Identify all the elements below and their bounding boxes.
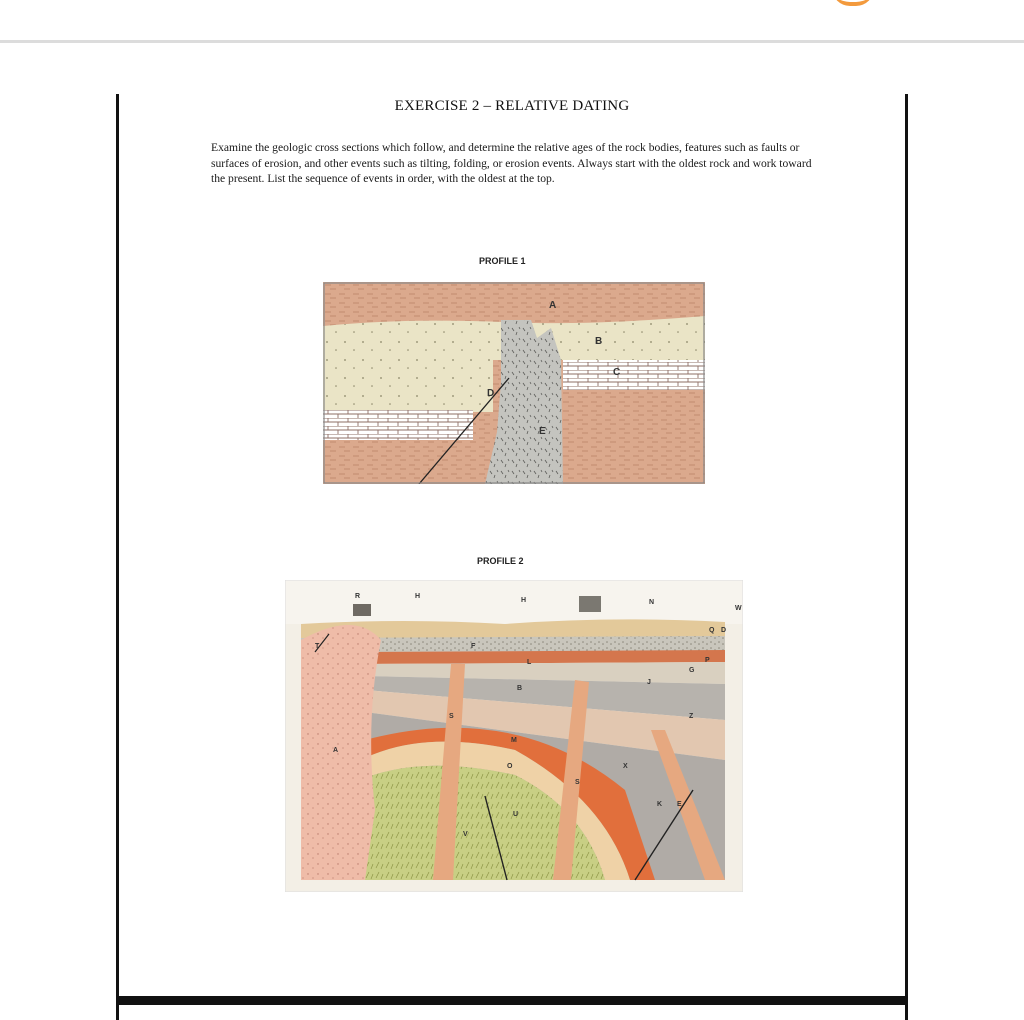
- profile-1-label: PROFILE 1: [479, 256, 526, 266]
- unit-v-label: V: [463, 831, 468, 838]
- unit-u-label: U: [513, 811, 519, 818]
- unit-n-label: N: [649, 599, 655, 606]
- unit-q-label: Q: [709, 627, 715, 634]
- unit-b-label: B: [595, 336, 603, 347]
- unit-k-label: K: [657, 801, 663, 808]
- unit-s2-label: S: [575, 779, 580, 786]
- unit-a-label: A: [549, 300, 557, 311]
- app-top-bar: [0, 0, 1024, 43]
- unit-d-label: D: [487, 388, 495, 399]
- unit-f-label: F: [471, 643, 476, 650]
- unit-t-label: T: [315, 643, 320, 650]
- unit-z-label: Z: [689, 713, 694, 720]
- instructions-paragraph: Examine the geologic cross sections which follow, and determine the relative ages of the rock bodies, features such as faults or surfaces of erosion, and other events such as tilting, folding, or erosion events. Always start with the oldest rock and work toward the present. List the sequence of events in order, with the oldest at the top.: [211, 141, 812, 185]
- unit-p-label: P: [705, 657, 710, 664]
- page-title: EXERCISE 2 – RELATIVE DATING: [394, 98, 630, 114]
- unit-a-label: A: [333, 747, 339, 754]
- unit-e-label: E: [677, 801, 682, 808]
- unit-b-label: B: [517, 685, 523, 692]
- unit-s-label: S: [449, 713, 454, 720]
- unit-h-label: H: [415, 593, 421, 600]
- unit-e-label: E: [539, 426, 546, 437]
- unit-c-label: C: [613, 367, 621, 378]
- profile-2-cross-section: [285, 580, 743, 892]
- profile-2-label: PROFILE 2: [477, 556, 524, 566]
- unit-g-label: G: [689, 667, 695, 674]
- page-bottom-border: [116, 996, 908, 1005]
- unit-m-label: M: [511, 737, 517, 744]
- unit-w-label: W: [735, 605, 742, 612]
- profile-1-cross-section: [323, 282, 705, 484]
- unit-o-label: O: [507, 763, 513, 770]
- unit-d2-label: D: [721, 627, 727, 634]
- document-page[interactable]: [116, 94, 908, 1020]
- unit-r-label: R: [355, 593, 361, 600]
- unit-j-label: J: [647, 679, 651, 686]
- orange-accent-icon: [832, 0, 874, 6]
- unit-l-label: L: [527, 659, 532, 666]
- unit-h2-label: H: [521, 597, 527, 604]
- unit-x-label: X: [623, 763, 628, 770]
